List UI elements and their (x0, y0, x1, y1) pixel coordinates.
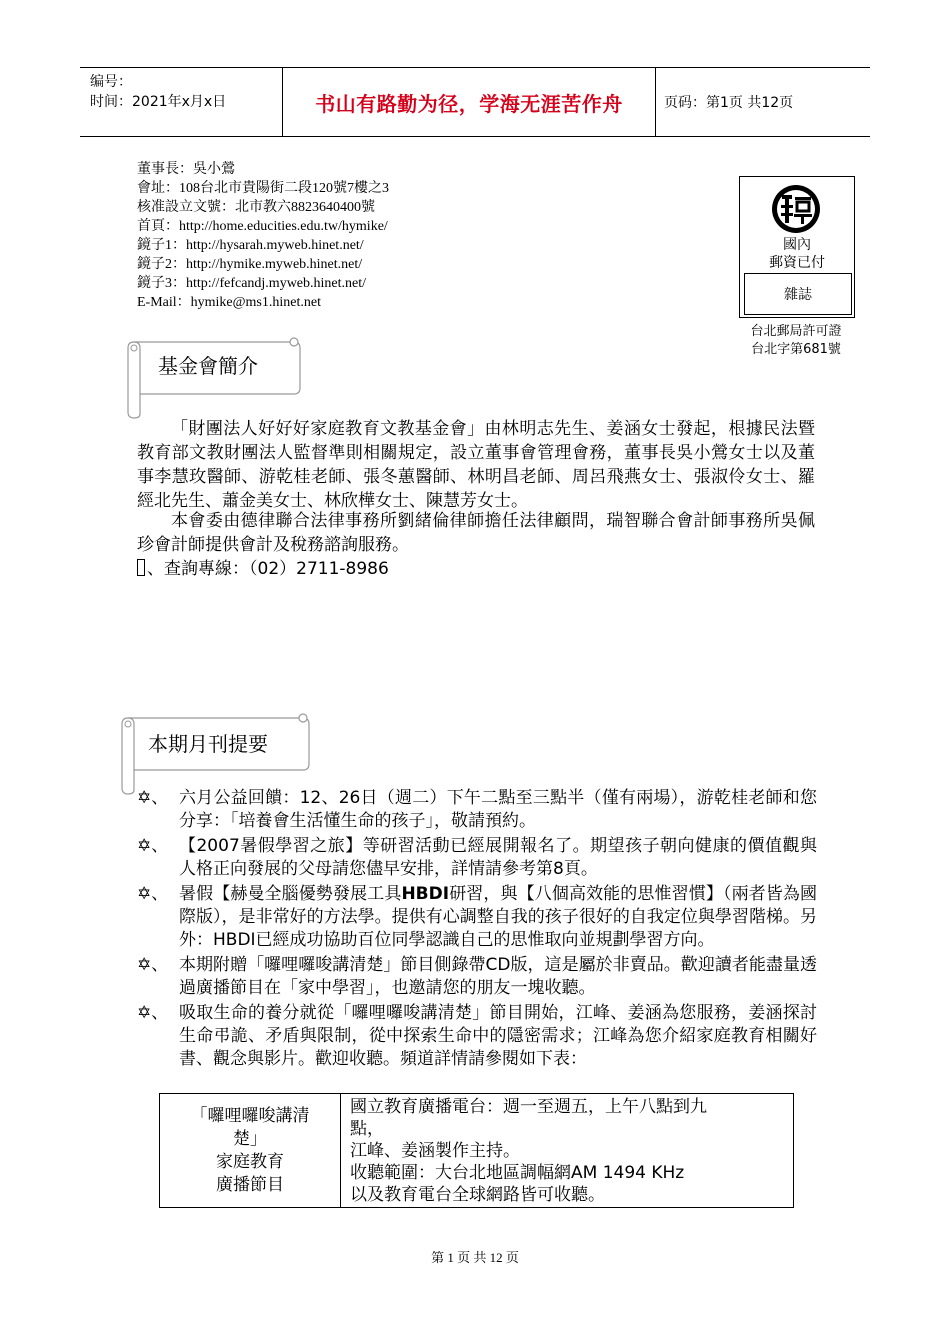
star-of-david-icon: ✡、 (137, 884, 169, 904)
document-header (80, 67, 870, 137)
program-name-line-4: 廣播節目 (216, 1174, 284, 1195)
section-title-highlights: 本期月刊提要 (148, 732, 268, 756)
list-item (137, 954, 817, 1000)
chairman: 董事長：吳小鶯 (137, 161, 235, 177)
list-item-text: 吸取生命的養分就從「囉哩囉唆講清楚」節目開始，江峰、姜涵為您服務，姜涵探討生命弔詭、矛盾與限制，從中探索生命中的隱密需求；江峰為您介紹家庭教育相關好書、觀念與影片。歡迎收聽。頻道詳情請參閱如下表： (179, 1003, 817, 1069)
highlights-list (137, 787, 817, 1073)
box-icon (137, 559, 145, 576)
hotline-line (137, 557, 815, 581)
page-footer: 第 1 页 共 12 页 (431, 1250, 519, 1265)
detail-line-4: 收聽範圍：大台北地區調幅網AM 1494 KHz (350, 1163, 685, 1183)
section-banner-2 (118, 708, 313, 796)
star-of-david-icon: ✡、 (137, 1003, 169, 1023)
code-label: 编号： (90, 74, 132, 90)
header-motto-cell (282, 68, 656, 136)
section-title-foundation: 基金會簡介 (158, 354, 258, 378)
detail-line-2: 點， (350, 1119, 384, 1139)
homepage-link[interactable]: 首頁：http://home.educities.edu.tw/hymike/ (137, 219, 388, 234)
list-item-text: 【2007暑假學習之旅】等研習活動已經展開報名了。期望孩子朝向健康的價值觀與人格正向發展的父母請您儘早安排，詳情請參考第8頁。 (179, 836, 817, 879)
header-meta (90, 72, 226, 112)
list-item-bold: HBDI (401, 884, 450, 904)
program-name-line-3: 家庭教育 (216, 1151, 284, 1172)
address: 會址：108台北市貴陽街二段120號7樓之3 (137, 181, 389, 196)
page-label (664, 68, 793, 136)
detail-line-1: 國立教育廣播電台：週一至週五，上午八點到九 (350, 1097, 707, 1117)
hotline-text: 、查詢專線：（02）2711-8986 (147, 559, 389, 579)
list-item-text: 研習，與【八個高效能的思惟習慣】（兩者皆為國際版），是非常好的方法學。提供有心調整自我的孩子很好的自我定位與學習階梯。另外：HBDI已經成功協助百位同學認識自己的思惟取向並規劃學習方向。 (179, 884, 818, 950)
program-name-line-1: 「囉哩囉唆講清 (190, 1105, 310, 1126)
star-of-david-icon: ✡、 (137, 836, 169, 856)
star-of-david-icon: ✡、 (137, 788, 169, 808)
detail-line-5: 以及教育電台全球網路皆可收聽。 (350, 1185, 605, 1205)
list-item (137, 787, 817, 833)
date-label: 时间：2021年x月x日 (90, 94, 227, 110)
section-banner-1 (124, 332, 304, 420)
contact-block (137, 160, 389, 312)
email-link[interactable]: E-Mail：hymike@ms1.hinet.net (137, 295, 321, 310)
program-detail-cell (350, 1096, 770, 1206)
program-name-line-2: 楚」 (233, 1128, 267, 1149)
mirror-link-2[interactable]: 鏡子2：http://hymike.myweb.hinet.net/ (137, 257, 363, 272)
list-item-text: 本期附贈「囉哩囉唆講清楚」節目側錄帶CD版，這是屬於非賣品。歡迎讀者能盡量透過廣播節目在「家中學習」，也邀請您的朋友一塊收聽。 (179, 955, 817, 998)
magazine-label: 雜誌 (744, 273, 852, 315)
list-item-prefix: 暑假【赫曼全腦優勢發展工具 (179, 884, 402, 904)
postage-line-2: 郵資已付 (769, 255, 825, 271)
star-of-david-icon: ✡、 (137, 955, 169, 975)
program-name-cell (160, 1094, 341, 1207)
page-number: 页码：第1页 共12页 (664, 95, 794, 111)
list-item (137, 835, 817, 881)
postal-permit (744, 323, 848, 359)
postal-logo-icon (770, 183, 822, 235)
mirror-link-3[interactable]: 鏡子3：http://fefcandj.myweb.hinet.net/ (137, 276, 367, 291)
radio-program-table (159, 1093, 794, 1208)
advisor-paragraph: 本會委由德律聯合法律事務所劉緒倫律師擔任法律顧問，瑞智聯合會計師事務所吳佩珍會計師提供會計及稅務諮詢服務。 (137, 511, 815, 555)
postage-box (739, 176, 855, 318)
list-item (137, 883, 817, 952)
permit-line-2: 台北字第681號 (751, 342, 841, 357)
motto: 书山有路勤为径，学海无涯苦作舟 (315, 91, 623, 116)
approval-number: 核准設立文號：北市教六8823640400號 (137, 200, 375, 215)
mirror-link-1[interactable]: 鏡子1：http://hysarah.myweb.hinet.net/ (137, 238, 364, 253)
postage-line-1: 國內 (783, 237, 811, 253)
foundation-intro-paragraph: 「財團法人好好好家庭教育文教基金會」由林明志先生、姜涵女士發起，根據民法暨教育部文教財團法人監督準則相關規定，設立董事會管理會務，董事長吳小鶯女士以及董事李慧玫醫師、游乾桂老師、張冬蕙醫師、林明昌老師、周呂飛燕女士、張淑伶女士、羅經北先生、蕭金美女士、林欣樺女士、陳慧芳女士。 (137, 419, 815, 511)
detail-line-3: 江峰、姜涵製作主持。 (350, 1141, 520, 1161)
list-item (137, 1002, 817, 1071)
list-item-text: 六月公益回饋：12、26日（週二）下午二點至三點半（僅有兩場），游乾桂老師和您分享：「培養會生活懂生命的孩子」，敬請預約。 (179, 788, 817, 831)
permit-line-1: 台北郵局許可證 (750, 324, 842, 339)
